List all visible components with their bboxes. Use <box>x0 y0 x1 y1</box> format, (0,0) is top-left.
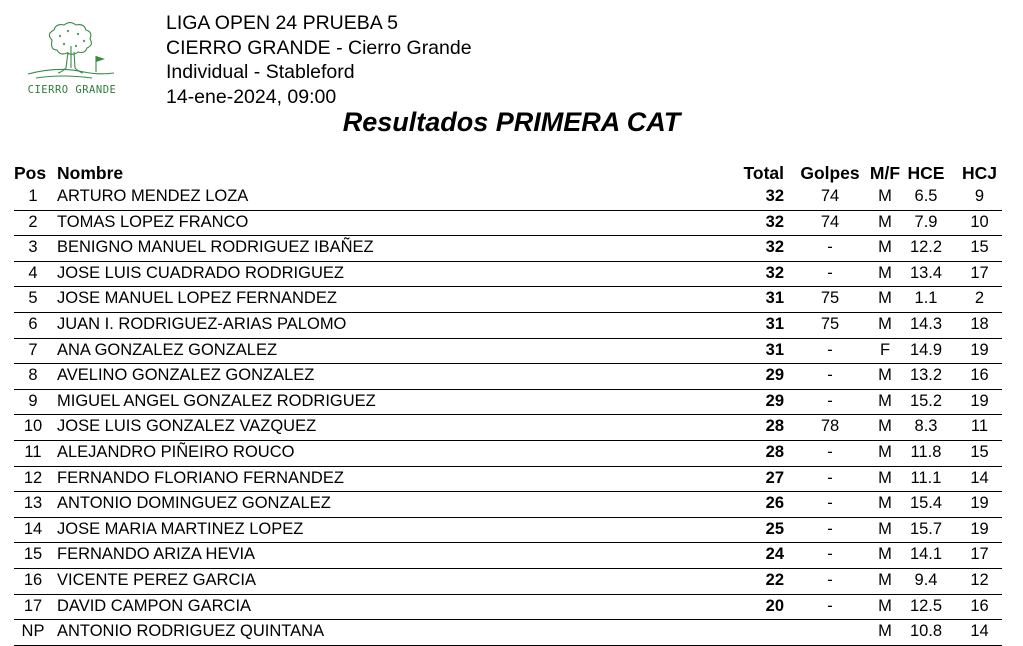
cell-hce: 11.8 <box>910 442 942 461</box>
cell-mf: M <box>878 417 892 436</box>
cell-name: JOSE LUIS GONZALEZ VAZQUEZ <box>57 417 317 436</box>
course-name: CIERRO GRANDE - Cierro Grande <box>166 36 472 59</box>
cell-pos: 16 <box>23 570 43 589</box>
cell-total: 32 <box>765 212 784 231</box>
cell-hcj: 18 <box>970 314 989 333</box>
cell-total: 24 <box>765 545 784 564</box>
cell-total: 29 <box>765 366 784 385</box>
cell-golpes: - <box>827 570 833 589</box>
cell-name: ARTURO MENDEZ LOZA <box>57 187 249 205</box>
cell-mf: F <box>879 340 891 359</box>
table-body <box>14 185 1002 646</box>
cell-pos: 4 <box>28 263 38 282</box>
cell-pos: 15 <box>23 545 43 564</box>
table-header <box>14 161 1002 185</box>
cell-hcj: 14 <box>970 622 989 641</box>
cell-hcj: 14 <box>970 468 989 487</box>
cell-total: 31 <box>765 314 784 333</box>
cell-hce: 15.2 <box>909 391 943 410</box>
cell-name: ANA GONZALEZ GONZALEZ <box>57 340 278 359</box>
cell-pos: 8 <box>28 366 38 385</box>
cell-name: VICENTE PEREZ GARCIA <box>57 570 256 589</box>
table-row <box>14 543 1002 569</box>
table-row <box>14 211 1002 237</box>
cell-mf: M <box>878 622 892 641</box>
column-header-name: Nombre <box>57 163 124 183</box>
cell-total: 27 <box>765 468 784 487</box>
table-row <box>14 620 1002 646</box>
cell-name: BENIGNO MANUEL RODRIGUEZ IBAÑEZ <box>57 238 374 257</box>
cell-pos: 2 <box>28 212 38 231</box>
cell-mf: M <box>878 596 892 615</box>
cell-pos: NP <box>21 622 45 641</box>
cell-golpes: - <box>827 366 833 385</box>
cell-mf: M <box>878 289 892 308</box>
cell-name: AVELINO GONZALEZ GONZALEZ <box>57 366 315 385</box>
cell-golpes: 74 <box>820 212 840 231</box>
cell-hce: 12.5 <box>909 596 943 615</box>
table-row <box>14 569 1002 595</box>
cell-mf: M <box>878 212 892 231</box>
cell-mf: M <box>878 519 892 538</box>
table-row <box>14 313 1002 339</box>
cell-pos: 9 <box>28 391 38 410</box>
cell-hce: 15.7 <box>909 519 943 538</box>
cell-pos: 7 <box>28 340 38 359</box>
cell-hce: 12.2 <box>909 238 943 257</box>
cell-hce: 14.1 <box>909 545 943 564</box>
cell-mf: M <box>878 314 892 333</box>
cell-hce: 11.1 <box>910 468 942 487</box>
cell-name: DAVID CAMPON GARCIA <box>57 596 252 615</box>
club-logo <box>22 22 122 106</box>
column-header-mf: M/F <box>869 163 901 183</box>
cell-golpes: - <box>827 545 833 564</box>
cell-name: JOSE LUIS CUADRADO RODRIGUEZ <box>57 263 344 282</box>
cell-name: FERNANDO ARIZA HEVIA <box>57 545 256 564</box>
cell-golpes: 78 <box>820 417 840 436</box>
cell-golpes: 74 <box>820 187 840 205</box>
cell-golpes: - <box>827 391 833 410</box>
cell-hcj: 15 <box>970 442 989 461</box>
cell-total: 28 <box>765 417 784 436</box>
cell-hce: 10.8 <box>909 622 943 641</box>
column-header-hcj: HCJ <box>961 163 997 183</box>
cell-pos: 12 <box>23 468 43 487</box>
cell-hce: 14.3 <box>909 314 943 333</box>
table-row <box>14 390 1002 416</box>
cell-golpes: - <box>827 442 833 461</box>
game-format: Individual - Stableford <box>166 61 355 83</box>
golf-tree-flag-icon <box>22 22 122 84</box>
cell-name: TOMAS LOPEZ FRANCO <box>57 212 249 231</box>
cell-hcj: 19 <box>970 340 989 359</box>
cell-total: 20 <box>765 596 784 615</box>
cell-hcj: 17 <box>970 545 989 564</box>
cell-hcj: 19 <box>970 519 989 538</box>
cell-name: JOSE MANUEL LOPEZ FERNANDEZ <box>57 289 337 308</box>
cell-total: 25 <box>765 519 784 538</box>
cell-hcj: 15 <box>970 238 989 257</box>
table-row <box>14 595 1002 621</box>
cell-hcj: 19 <box>970 494 989 513</box>
column-header-pos: Pos <box>14 163 47 183</box>
table-row <box>14 236 1002 262</box>
cell-mf: M <box>878 391 892 410</box>
cell-total: 31 <box>765 340 784 359</box>
logo-text: CIERRO GRANDE <box>27 84 117 96</box>
cell-mf: M <box>878 545 892 564</box>
cell-name: FERNANDO FLORIANO FERNANDEZ <box>57 468 344 487</box>
cell-golpes: 75 <box>820 289 840 308</box>
cell-hce: 1.1 <box>914 289 938 308</box>
cell-pos: 10 <box>23 417 43 436</box>
cell-pos: 6 <box>28 314 38 333</box>
cell-mf: M <box>878 187 892 205</box>
table-row <box>14 339 1002 365</box>
table-row <box>14 441 1002 467</box>
cell-total: 32 <box>765 238 784 257</box>
event-datetime: 14-ene-2024, 09:00 <box>166 85 337 108</box>
results-table <box>14 161 1002 646</box>
cell-hcj: 9 <box>974 187 985 205</box>
competition-name: LIGA OPEN 24 PRUEBA 5 <box>166 12 398 34</box>
event-header <box>166 11 472 109</box>
column-header-golpes: Golpes <box>800 163 860 183</box>
column-header-hce: HCE <box>907 163 945 183</box>
cell-golpes: - <box>827 340 833 359</box>
cell-golpes: - <box>827 519 833 538</box>
cell-mf: M <box>878 468 892 487</box>
cell-mf: M <box>878 494 892 513</box>
cell-hcj: 16 <box>970 366 989 385</box>
cell-total: 31 <box>765 289 784 308</box>
table-row <box>14 467 1002 493</box>
cell-hce: 13.4 <box>909 263 943 282</box>
cell-mf: M <box>878 238 892 257</box>
cell-pos: 14 <box>23 519 43 538</box>
cell-mf: M <box>878 442 892 461</box>
results-title: Resultados PRIMERA CAT <box>342 107 681 137</box>
cell-name: ANTONIO DOMINGUEZ GONZALEZ <box>57 494 331 513</box>
cell-total: 26 <box>765 494 784 513</box>
cell-pos: 11 <box>24 442 42 461</box>
cell-mf: M <box>878 570 892 589</box>
cell-pos: 17 <box>23 596 43 615</box>
table-row <box>14 185 1002 211</box>
cell-hcj: 16 <box>970 596 989 615</box>
cell-name: JUAN I. RODRIGUEZ-ARIAS PALOMO <box>57 314 347 333</box>
cell-golpes: - <box>827 596 833 615</box>
cell-hce: 9.4 <box>914 570 938 589</box>
table-row <box>14 518 1002 544</box>
cell-golpes: - <box>827 263 833 282</box>
cell-total: 32 <box>765 263 784 282</box>
cell-hcj: 10 <box>970 212 989 231</box>
cell-golpes: 75 <box>820 314 840 333</box>
cell-hcj: 2 <box>974 289 985 308</box>
cell-hcj: 11 <box>970 417 989 436</box>
cell-hce: 7.9 <box>914 212 938 231</box>
cell-hcj: 12 <box>970 570 989 589</box>
cell-mf: M <box>878 263 892 282</box>
table-row <box>14 415 1002 441</box>
cell-name: ANTONIO RODRIGUEZ QUINTANA <box>57 622 325 641</box>
cell-name: ALEJANDRO PIÑEIRO ROUCO <box>57 442 295 461</box>
cell-pos: 13 <box>23 494 43 513</box>
cell-mf: M <box>878 366 892 385</box>
cell-hcj: 17 <box>970 263 989 282</box>
table-row <box>14 364 1002 390</box>
cell-hce: 6.5 <box>914 187 938 205</box>
column-header-total: Total <box>743 163 784 183</box>
cell-hce: 14.9 <box>909 340 943 359</box>
cell-pos: 5 <box>28 289 38 308</box>
cell-name: MIGUEL ANGEL GONZALEZ RODRIGUEZ <box>57 391 376 410</box>
cell-golpes: - <box>827 238 833 257</box>
table-row <box>14 492 1002 518</box>
cell-hce: 15.4 <box>909 494 943 513</box>
table-row <box>14 287 1002 313</box>
table-row <box>14 262 1002 288</box>
cell-hce: 8.3 <box>914 417 938 436</box>
cell-golpes: - <box>827 494 833 513</box>
cell-golpes: - <box>827 468 833 487</box>
cell-pos: 1 <box>28 187 38 205</box>
cell-hcj: 19 <box>970 391 989 410</box>
cell-pos: 3 <box>28 238 38 257</box>
cell-total: 22 <box>765 570 784 589</box>
cell-total: 29 <box>765 391 784 410</box>
cell-total: 28 <box>765 442 784 461</box>
cell-total: 32 <box>765 187 784 205</box>
cell-name: JOSE MARIA MARTINEZ LOPEZ <box>57 519 304 538</box>
cell-hce: 13.2 <box>909 366 943 385</box>
